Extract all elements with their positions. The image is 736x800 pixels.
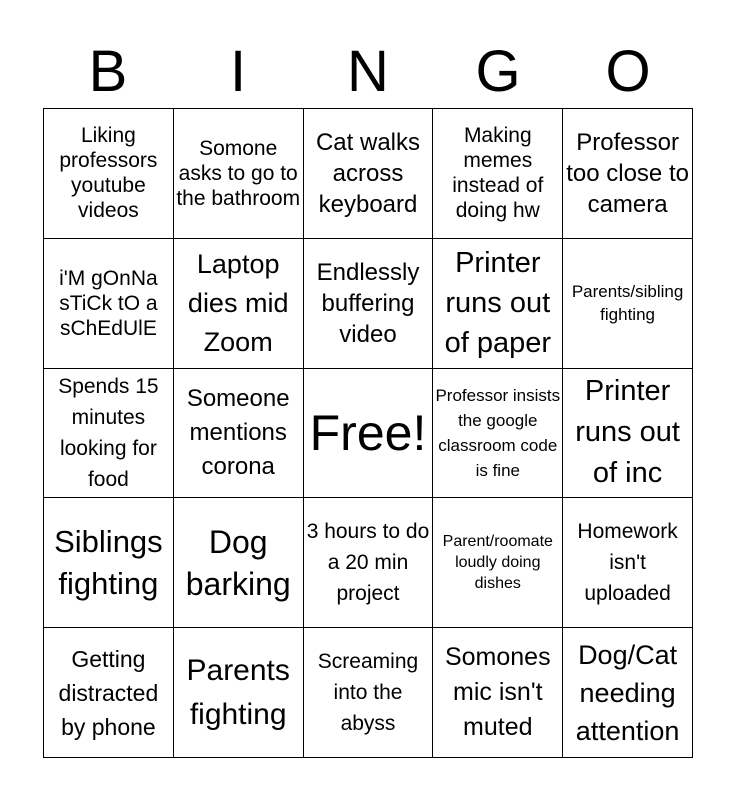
bingo-cell[interactable] [304,498,434,628]
bingo-cell[interactable] [433,498,563,628]
bingo-cell free-space[interactable] [304,369,434,499]
cell-text: Dog/Cat needing attention [575,639,680,746]
cell-text: Parents/sibling fighting [571,282,684,325]
bingo-cell[interactable] [304,239,434,369]
cell-text: 3 hours to do a 20 min project [306,520,430,606]
bingo-cell[interactable] [563,109,693,239]
cell-text: Homework isn't uploaded [577,520,678,606]
cell-text: Professor too close to camera [566,128,689,218]
bingo-cell[interactable] [563,628,693,758]
cell-text: Endlessly buffering video [316,258,420,348]
bingo-cell[interactable] [304,109,434,239]
cell-text: Spends 15 minutes looking for food [58,374,159,491]
cell-text: Professor insists the google classroom code is fine [435,385,561,480]
cell-text: Parent/roomate loudly doing dishes [442,533,553,593]
bingo-cell[interactable] [563,369,693,499]
bingo-cell[interactable] [174,109,304,239]
bingo-header [43,36,693,108]
bingo-cell[interactable] [44,109,174,239]
cell-text: Someone mentions corona [186,384,290,480]
cell-text: Cat walks across keyboard [315,128,420,218]
bingo-cell[interactable] [433,239,563,369]
cell-text: Dog barking [185,523,291,602]
cell-text: Screaming into the abyss [317,650,419,736]
cell-text: Liking professors youtube videos [59,124,158,223]
cell-text: Making memes instead of doing hw [452,124,544,223]
cell-text: Somone asks to go to the bathroom [176,136,301,210]
bingo-cell[interactable] [563,498,693,628]
bingo-cell[interactable] [174,498,304,628]
bingo-cell[interactable] [563,239,693,369]
bingo-cell[interactable] [44,498,174,628]
bingo-cell[interactable] [174,369,304,499]
cell-text: Laptop dies mid Zoom [187,248,289,357]
bingo-cell[interactable] [174,239,304,369]
header-letter-n: N [347,39,389,104]
bingo-cell[interactable] [433,109,563,239]
bingo-cell[interactable] [44,628,174,758]
bingo-cell[interactable] [304,628,434,758]
header-letter-i: I [229,39,247,104]
cell-text: Printer runs out of inc [575,375,680,490]
bingo-cell[interactable] [44,239,174,369]
header-letter-g: G [475,39,521,104]
bingo-cell[interactable] [174,628,304,758]
bingo-cell[interactable] [44,369,174,499]
cell-text: i'M gOnNa sTiCk tO a sChEdUlE [59,266,158,340]
cell-text: Printer runs out of paper [444,247,551,360]
cell-text: Parents fighting [186,653,290,731]
bingo-board [43,108,693,758]
cell-text: Siblings fighting [54,523,163,601]
bingo-cell[interactable] [433,369,563,499]
cell-text: Getting distracted by phone [58,645,159,740]
free-space-text: Free! [309,404,427,461]
header-letter-b: B [88,39,128,104]
cell-text: Somones mic isn't muted [444,643,551,742]
bingo-cell[interactable] [433,628,563,758]
header-letter-o: O [605,39,651,104]
